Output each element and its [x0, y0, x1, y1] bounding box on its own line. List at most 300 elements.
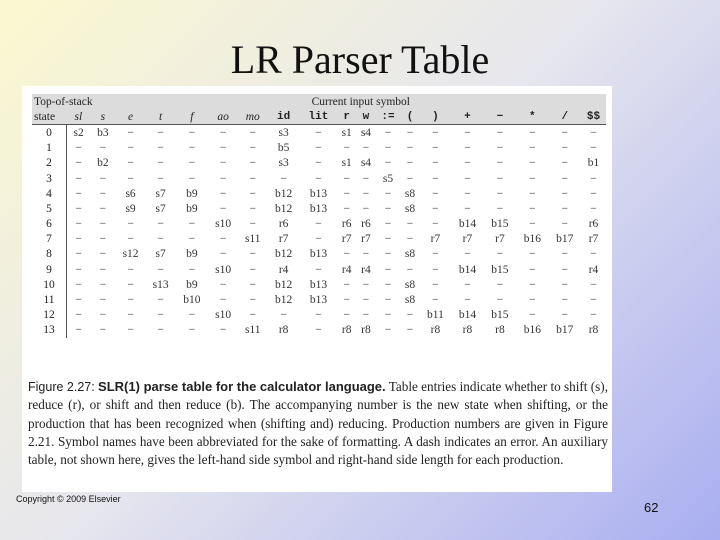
action-cell: − [188, 157, 196, 170]
action-cell: − [561, 278, 569, 291]
current-input-symbol-header: Current input symbol [116, 94, 606, 109]
action-cell: − [343, 202, 350, 215]
action-cell: − [219, 142, 227, 155]
action-cell: b12 [274, 278, 293, 291]
action-cell: b9 [186, 187, 198, 200]
action-cell: − [75, 324, 82, 337]
action-cell: − [362, 248, 370, 261]
action-cell: − [406, 142, 414, 155]
action-cell: − [529, 202, 536, 215]
action-cell: − [432, 248, 439, 261]
action-cell: − [384, 233, 392, 246]
action-cell: − [249, 309, 256, 322]
column-header: s [90, 109, 115, 125]
action-cell: − [75, 278, 82, 291]
action-cell: r8 [341, 324, 352, 337]
action-cell: b1 [587, 157, 600, 170]
action-cell: − [362, 142, 370, 155]
action-cell: s3 [278, 157, 289, 170]
action-cell: − [384, 142, 392, 155]
action-cell: − [188, 309, 196, 322]
action-cell: − [219, 172, 227, 185]
action-cell: − [99, 294, 107, 307]
column-header: sl [67, 109, 91, 125]
action-cell: − [127, 309, 134, 322]
action-cell: − [75, 142, 82, 155]
action-cell: − [561, 157, 569, 170]
action-cell: − [280, 172, 287, 185]
action-cell: − [99, 218, 107, 231]
action-cell: r7 [361, 233, 371, 246]
action-cell: − [384, 218, 392, 231]
action-cell: − [75, 233, 82, 246]
column-header: t [146, 109, 176, 125]
action-cell: r7 [588, 233, 599, 246]
column-header: f [176, 109, 208, 125]
action-cell: − [219, 157, 227, 170]
action-cell: b3 [97, 126, 109, 139]
table-row [32, 262, 606, 277]
caption-label: Figure 2.27: [28, 380, 95, 394]
action-cell: b15 [491, 263, 509, 276]
action-cell: − [590, 309, 597, 322]
state-cell: 9 [32, 262, 67, 277]
action-cell: − [315, 263, 322, 276]
state-cell: 3 [32, 171, 67, 186]
action-cell: b13 [309, 202, 328, 215]
action-cell: b9 [186, 202, 198, 215]
caption-heading: SLR(1) parse table for the calculator language. [98, 379, 386, 394]
action-cell: r7 [341, 233, 352, 246]
action-cell: s7 [155, 248, 166, 261]
action-cell: − [529, 218, 536, 231]
column-header: ao [208, 109, 238, 125]
action-cell: − [590, 126, 597, 139]
action-cell: s12 [122, 248, 139, 261]
action-cell: − [590, 294, 597, 307]
action-cell: − [249, 142, 256, 155]
table-row [32, 171, 606, 186]
action-cell: − [384, 263, 392, 276]
table-body [32, 125, 606, 338]
action-cell: − [464, 278, 471, 291]
action-cell: b9 [186, 248, 198, 261]
action-cell: r4 [278, 263, 289, 276]
column-header: e [116, 109, 146, 125]
action-cell: − [315, 126, 322, 139]
action-cell: − [75, 309, 82, 322]
action-cell: − [496, 157, 504, 170]
action-cell: − [529, 187, 536, 200]
action-cell: − [464, 294, 471, 307]
action-cell: − [99, 172, 107, 185]
action-cell: − [464, 142, 471, 155]
action-cell: − [561, 294, 569, 307]
group-header-row [32, 94, 606, 109]
action-cell: − [590, 172, 597, 185]
figure-caption [28, 378, 608, 469]
action-cell: b2 [97, 157, 109, 170]
action-cell: − [157, 126, 164, 139]
action-cell: − [127, 126, 134, 139]
table-row [32, 292, 606, 307]
table-row [32, 217, 606, 232]
action-cell: − [432, 218, 439, 231]
action-cell: s6 [125, 187, 136, 200]
action-cell: − [249, 294, 256, 307]
column-header: r [337, 109, 356, 125]
action-cell: − [188, 126, 196, 139]
action-cell: − [362, 278, 370, 291]
action-cell: − [157, 233, 164, 246]
action-cell: − [219, 324, 227, 337]
action-cell: − [249, 126, 256, 139]
action-cell: − [384, 187, 392, 200]
state-cell: 8 [32, 247, 67, 262]
action-cell: − [529, 248, 536, 261]
action-cell: − [406, 233, 414, 246]
action-cell: s8 [404, 294, 416, 307]
action-cell: − [529, 126, 536, 139]
action-cell: − [590, 202, 597, 215]
action-cell: − [384, 309, 392, 322]
action-cell: r6 [588, 218, 599, 231]
action-cell: − [384, 294, 392, 307]
table-row [32, 308, 606, 323]
action-cell: − [219, 202, 227, 215]
action-cell: − [362, 309, 370, 322]
action-cell: − [127, 172, 134, 185]
action-cell: − [99, 324, 107, 337]
action-cell: r6 [278, 218, 289, 231]
table-row [32, 156, 606, 171]
action-cell: s8 [404, 278, 416, 291]
action-cell: − [157, 157, 164, 170]
action-cell: − [75, 294, 82, 307]
action-cell: − [127, 294, 134, 307]
action-cell: s7 [155, 187, 166, 200]
action-cell: − [561, 263, 569, 276]
action-cell: − [590, 278, 597, 291]
action-cell: r7 [495, 233, 505, 246]
action-cell: r8 [495, 324, 505, 337]
action-cell: r6 [361, 218, 371, 231]
action-cell: − [406, 263, 414, 276]
action-cell: − [219, 187, 227, 200]
action-cell: − [157, 294, 164, 307]
action-cell: b15 [491, 218, 509, 231]
action-cell: − [362, 202, 370, 215]
action-cell: − [249, 172, 256, 185]
action-cell: − [432, 263, 439, 276]
action-cell: − [75, 263, 82, 276]
column-header: $$ [581, 109, 606, 125]
action-cell: b14 [458, 309, 477, 322]
action-cell: − [590, 248, 597, 261]
action-cell: − [157, 309, 164, 322]
action-cell: − [496, 142, 504, 155]
action-cell: − [496, 248, 504, 261]
action-cell: − [127, 218, 134, 231]
action-cell: − [99, 202, 107, 215]
action-cell: r8 [462, 324, 473, 337]
action-cell: − [75, 187, 82, 200]
action-cell: b12 [274, 202, 293, 215]
action-cell: − [343, 294, 350, 307]
action-cell: − [99, 187, 107, 200]
action-cell: − [432, 172, 439, 185]
action-cell: − [99, 233, 107, 246]
column-header: id [267, 109, 299, 125]
action-cell: − [343, 172, 350, 185]
table-row [32, 247, 606, 262]
action-cell: − [127, 233, 134, 246]
action-cell: b14 [458, 218, 477, 231]
action-cell: − [529, 172, 536, 185]
table-row [32, 323, 606, 338]
action-cell: − [127, 324, 134, 337]
action-cell: − [157, 142, 164, 155]
column-header: / [549, 109, 581, 125]
symbol-header-row [32, 109, 606, 125]
action-cell: − [99, 309, 107, 322]
column-header: state [32, 109, 67, 125]
action-cell: r4 [341, 263, 352, 276]
action-cell: − [99, 248, 107, 261]
action-cell: − [315, 324, 322, 337]
action-cell: b17 [556, 324, 574, 337]
action-cell: r8 [361, 324, 371, 337]
column-header: := [376, 109, 401, 125]
action-cell: − [249, 202, 256, 215]
slide-title: LR Parser Table [230, 37, 490, 82]
action-cell: s3 [278, 126, 289, 139]
action-cell: − [561, 218, 569, 231]
action-cell: b16 [523, 233, 541, 246]
action-cell: s13 [152, 278, 169, 291]
action-cell: − [561, 172, 569, 185]
parse-table [32, 94, 606, 338]
action-cell: b11 [427, 309, 444, 322]
action-cell: − [315, 142, 322, 155]
action-cell: − [432, 126, 439, 139]
action-cell: s7 [155, 202, 166, 215]
action-cell: s8 [404, 187, 416, 200]
action-cell: r8 [278, 324, 289, 337]
top-of-stack-header: Top-of-stack [32, 94, 116, 109]
action-cell: − [188, 263, 196, 276]
action-cell: − [529, 142, 536, 155]
action-cell: r8 [588, 324, 599, 337]
action-cell: − [496, 187, 504, 200]
table-row [32, 186, 606, 201]
table-row [32, 232, 606, 247]
action-cell: − [249, 218, 256, 231]
state-cell: 4 [32, 186, 67, 201]
action-cell: − [590, 187, 597, 200]
action-cell: s10 [215, 263, 232, 276]
state-cell: 7 [32, 232, 67, 247]
action-cell: − [384, 202, 392, 215]
action-cell: − [384, 126, 392, 139]
column-header: * [516, 109, 548, 125]
action-cell: b12 [274, 248, 293, 261]
column-header: + [451, 109, 483, 125]
column-header: w [356, 109, 375, 125]
action-cell: − [384, 278, 392, 291]
action-cell: − [219, 233, 227, 246]
action-cell: − [529, 278, 536, 291]
action-cell: s11 [244, 233, 261, 246]
action-cell: − [432, 202, 439, 215]
action-cell: − [315, 172, 322, 185]
action-cell: − [157, 263, 164, 276]
action-cell: − [249, 157, 256, 170]
action-cell: b17 [556, 233, 574, 246]
action-cell: − [464, 172, 471, 185]
action-cell: − [362, 187, 370, 200]
action-cell: − [561, 309, 569, 322]
action-cell: r8 [430, 324, 441, 337]
action-cell: − [188, 233, 196, 246]
action-cell: r7 [462, 233, 473, 246]
column-header: mo [238, 109, 267, 125]
action-cell: − [496, 202, 504, 215]
action-cell: − [406, 157, 414, 170]
action-cell: − [249, 263, 256, 276]
action-cell: b16 [523, 324, 541, 337]
action-cell: s8 [404, 202, 416, 215]
table-row [32, 125, 606, 141]
table-row [32, 201, 606, 216]
action-cell: b9 [186, 278, 198, 291]
action-cell: − [249, 248, 256, 261]
action-cell: − [529, 309, 536, 322]
copyright-notice: Copyright © 2009 Elsevier [16, 494, 121, 504]
action-cell: − [406, 218, 414, 231]
action-cell: − [343, 278, 350, 291]
action-cell: − [75, 248, 82, 261]
action-cell: − [362, 294, 370, 307]
action-cell: b13 [309, 278, 328, 291]
column-header: ) [420, 109, 452, 125]
action-cell: − [384, 324, 392, 337]
action-cell: s8 [404, 248, 416, 261]
action-cell: r6 [341, 218, 352, 231]
caption-body: Table entries indicate whether to shift (s), reduce (r), or shift and then reduce (b). The accompanying number is the new state when shifting, or the production that has been recognized when (shifting and) reducing. Production numbers are given in Figure 2.21. Symbol names have been abbreviated for the sake of formatting. A dash indicates an error. An auxiliary table, not shown here, gives the left-hand side symbol and right-hand side length for each production. [28, 379, 608, 468]
action-cell: − [561, 202, 569, 215]
action-cell: − [561, 126, 569, 139]
action-cell: − [384, 157, 392, 170]
action-cell: − [432, 142, 439, 155]
action-cell: − [188, 218, 196, 231]
action-cell: − [432, 157, 439, 170]
action-cell: b5 [277, 142, 290, 155]
action-cell: − [343, 309, 350, 322]
action-cell: − [432, 278, 439, 291]
action-cell: b14 [458, 263, 477, 276]
action-cell: − [157, 172, 164, 185]
action-cell: − [99, 263, 107, 276]
action-cell: s11 [244, 324, 261, 337]
action-cell: − [127, 263, 134, 276]
action-cell: − [75, 157, 82, 170]
action-cell: − [219, 126, 227, 139]
column-header: lit [300, 109, 337, 125]
action-cell: s1 [341, 126, 352, 139]
action-cell: b12 [274, 294, 293, 307]
action-cell: s10 [215, 218, 232, 231]
action-cell: s4 [360, 126, 372, 139]
action-cell: − [249, 187, 256, 200]
action-cell: − [219, 278, 227, 291]
action-cell: − [529, 263, 536, 276]
action-cell: − [464, 248, 471, 261]
action-cell: − [464, 187, 471, 200]
action-cell: − [188, 324, 196, 337]
action-cell: s4 [360, 157, 372, 170]
action-cell: − [464, 157, 471, 170]
action-cell: s2 [73, 126, 84, 139]
action-cell: − [127, 142, 134, 155]
action-cell: − [496, 126, 504, 139]
action-cell: − [406, 172, 414, 185]
column-header: ( [400, 109, 419, 125]
action-cell: − [219, 248, 227, 261]
action-cell: b12 [274, 187, 293, 200]
state-cell: 12 [32, 308, 67, 323]
action-cell: − [315, 233, 322, 246]
action-cell: b10 [183, 294, 201, 307]
state-cell: 11 [32, 292, 67, 307]
action-cell: − [127, 157, 134, 170]
state-cell: 0 [32, 125, 67, 141]
action-cell: − [75, 202, 82, 215]
action-cell: − [406, 309, 414, 322]
action-cell: − [75, 218, 82, 231]
action-cell: s10 [215, 309, 232, 322]
action-cell: − [157, 324, 164, 337]
action-cell: s5 [382, 172, 394, 185]
table-row [32, 277, 606, 292]
action-cell: − [496, 172, 504, 185]
action-cell: r7 [278, 233, 289, 246]
action-cell: − [99, 278, 107, 291]
action-cell: − [464, 202, 471, 215]
action-cell: − [343, 142, 350, 155]
action-cell: − [464, 126, 471, 139]
action-cell: − [561, 187, 569, 200]
state-cell: 1 [32, 141, 67, 156]
action-cell: r4 [361, 263, 371, 276]
action-cell: b13 [309, 187, 328, 200]
action-cell: − [384, 248, 392, 261]
table-row [32, 141, 606, 156]
action-cell: b15 [491, 309, 509, 322]
action-cell: − [496, 294, 504, 307]
action-cell: r7 [430, 233, 441, 246]
action-cell: − [157, 218, 164, 231]
action-cell: s9 [125, 202, 136, 215]
action-cell: − [432, 187, 439, 200]
action-cell: − [496, 278, 504, 291]
action-cell: b13 [309, 248, 328, 261]
action-cell: − [362, 172, 370, 185]
action-cell: − [280, 309, 287, 322]
state-cell: 13 [32, 323, 67, 338]
action-cell: − [590, 142, 597, 155]
state-cell: 5 [32, 201, 67, 216]
